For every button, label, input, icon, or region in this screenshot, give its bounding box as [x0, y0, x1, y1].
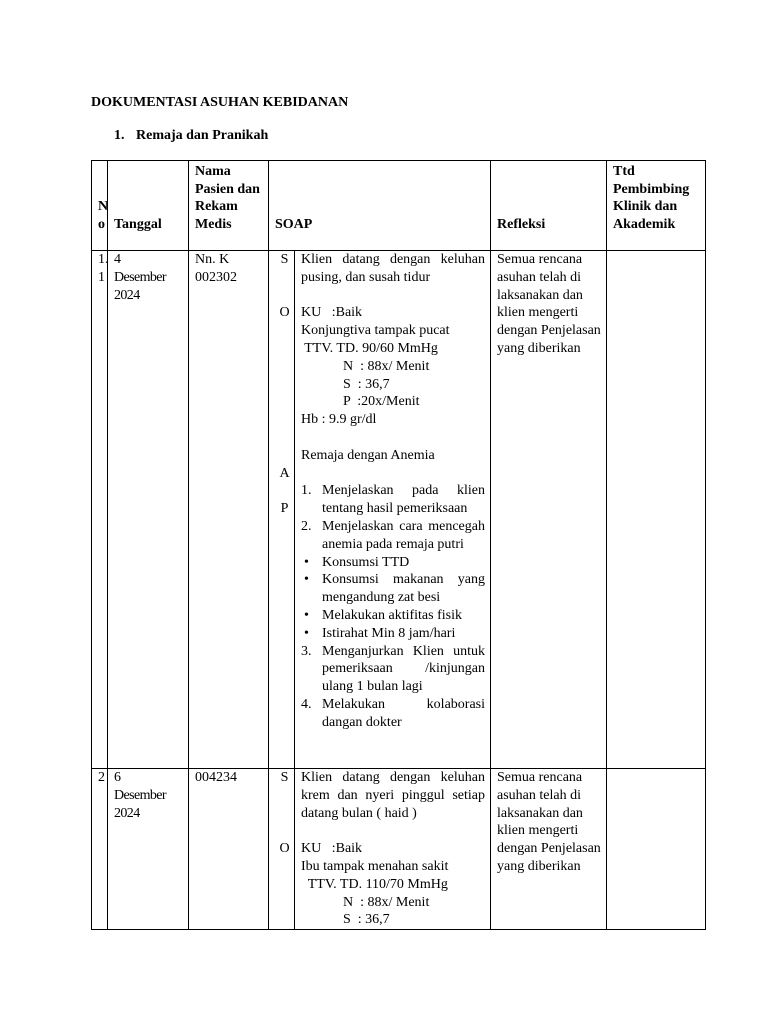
row-1-tanggal-day: 4	[114, 252, 121, 267]
list-item: 3. Menganjurkan Klien untuk pemeriksaan /kinjungan ulang 1 bulan lagi	[301, 643, 485, 695]
row-2-medical-record: 004234	[195, 770, 237, 785]
section-title: Remaja dan Pranikah	[136, 128, 269, 143]
row-2-ttv: TTV. TD. 110/70 MmHg	[301, 876, 448, 892]
row-1-suhu: S : 36,7	[343, 376, 390, 392]
row-2-tanggal	[108, 769, 189, 930]
row-2-nama	[189, 769, 269, 930]
section-number: 1.	[114, 128, 125, 143]
list-item: 4. Melakukan kolaborasi dangan dokter	[301, 696, 485, 730]
section-heading	[114, 128, 268, 144]
row-1-pernafasan: P :20x/Menit	[343, 394, 420, 410]
row-1-assessment: Remaja dengan Anemia	[301, 447, 435, 463]
row-1-soap-content	[295, 251, 491, 769]
list-item: 1. Menjelaskan pada klien tentang hasil pemeriksaan	[301, 483, 485, 517]
header-soap: SOAP	[269, 161, 491, 251]
row-2-nadi: N : 88x/ Menit	[343, 894, 430, 910]
row-1-hb: Hb : 9.9 gr/dl	[301, 412, 377, 428]
list-item: 2. Menjelaskan cara mencegah anemia pada remaja putri	[301, 518, 485, 552]
row-1-tanggal-year: 2024	[114, 287, 140, 303]
row-1-ttd	[607, 251, 706, 769]
row-1-refleksi: Semua rencana asuhan telah di laksanakan dan klien mengerti dengan Penjelasan yang diberikan	[491, 251, 607, 769]
row-1-ttv: TTV. TD. 90/60 MmHg	[301, 340, 438, 356]
row-2-tanggal-year: 2024	[114, 805, 140, 821]
header-tanggal: Tanggal	[108, 161, 189, 251]
row-2-suhu: S : 36,7	[343, 912, 390, 928]
row-2-soap-letters	[269, 769, 295, 930]
row-1-a-label: A	[279, 465, 290, 481]
list-item: • Istirahat Min 8 jam/hari	[304, 625, 456, 641]
row-1-nadi: N : 88x/ Menit	[343, 358, 430, 374]
row-2-ku: KU :Baik	[301, 841, 363, 857]
header-nama-pasien: Nama Pasien dan Rekam Medis	[189, 161, 269, 251]
row-2-tanggal-month: Desember	[114, 787, 166, 803]
document-title: DOKUMENTASI ASUHAN KEBIDANAN	[91, 95, 349, 110]
header-no: N o	[92, 161, 108, 251]
row-2-no: 2	[92, 769, 108, 930]
header-ttd: Ttd Pembimbing Klinik dan Akademik	[607, 161, 706, 251]
documentation-table	[91, 160, 706, 930]
row-1-medical-record: 002302	[195, 269, 237, 285]
table-row	[92, 769, 706, 930]
header-refleksi: Refleksi	[491, 161, 607, 251]
row-2-keadaan: Ibu tampak menahan sakit	[301, 858, 449, 874]
list-item: • Konsumsi TTD	[304, 554, 410, 570]
row-2-refleksi: Semua rencana asuhan telah di laksanakan dan klien mengerti dengan Penjelasan yang diberikan	[491, 769, 607, 930]
row-1-tanggal	[108, 251, 189, 769]
row-2-s-label: S	[280, 770, 289, 785]
row-1-no: 1. 1	[92, 251, 108, 769]
table-header-row	[92, 161, 706, 251]
row-1-konjungtiva: Konjungtiva tampak pucat	[301, 323, 450, 339]
row-2-ttd	[607, 769, 706, 930]
row-1-o-label: O	[279, 305, 290, 321]
list-item: • Melakukan aktifitas fisik	[304, 607, 462, 623]
row-2-soap-content	[295, 769, 491, 930]
row-2-tanggal-day: 6	[114, 770, 121, 785]
table-row	[92, 251, 706, 769]
row-1-nama	[189, 251, 269, 769]
row-2-subjective: Klien datang dengan keluhan krem dan nyeri pinggul setiap datang bulan ( haid )	[301, 770, 485, 821]
row-1-patient-name: Nn. K	[195, 252, 230, 267]
row-1-p-label: P	[280, 501, 289, 517]
row-1-s-label: S	[280, 252, 289, 267]
row-1-subjective: Klien datang dengan keluhan pusing, dan susah tidur	[301, 252, 485, 285]
row-1-ku: KU :Baik	[301, 305, 363, 321]
row-2-o-label: O	[279, 841, 290, 857]
list-item: • Konsumsi makanan yang mengandung zat besi	[304, 572, 485, 606]
row-1-tanggal-month: Desember	[114, 269, 166, 285]
row-1-soap-letters	[269, 251, 295, 769]
